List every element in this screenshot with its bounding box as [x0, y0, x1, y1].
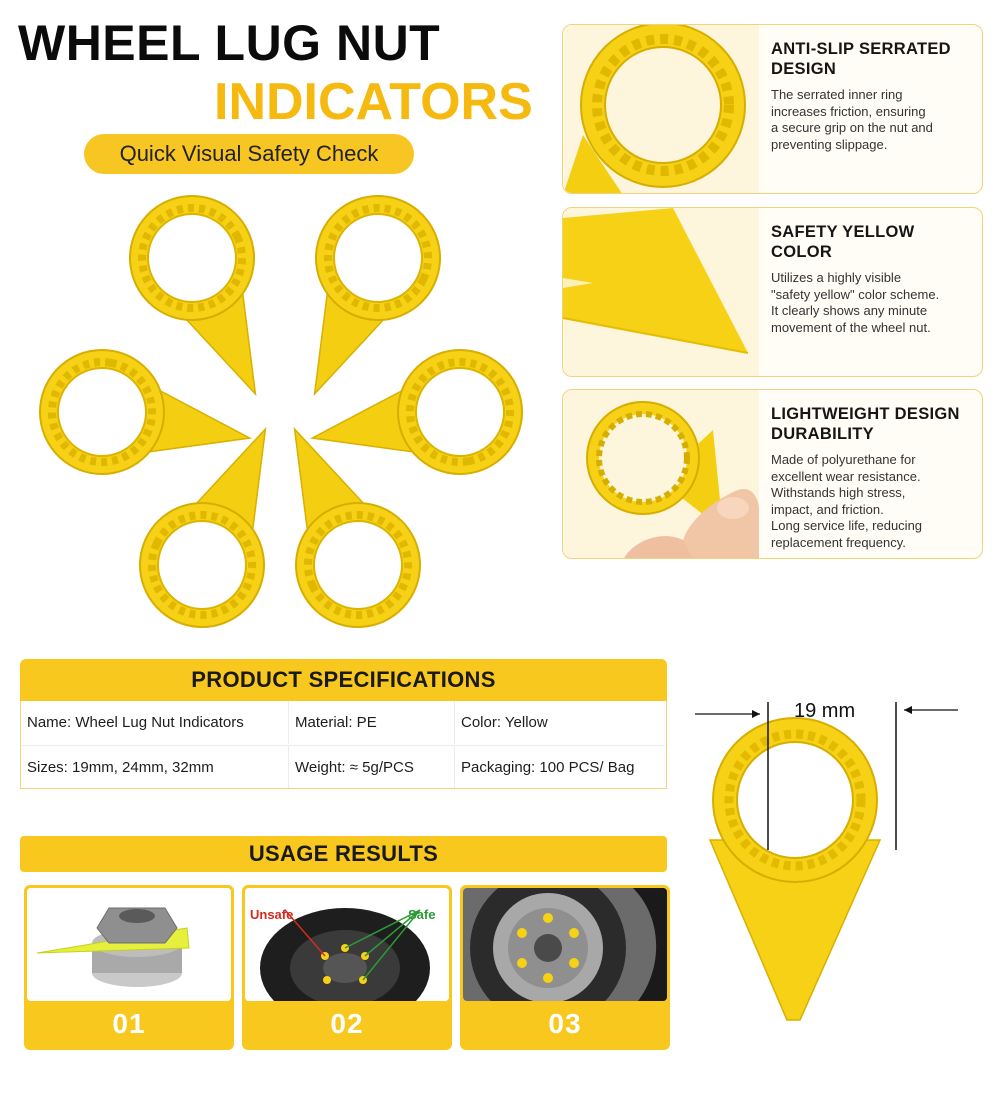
- usage-number: 02: [330, 1008, 364, 1039]
- feature-card-serrated: [562, 24, 983, 194]
- feature-title: ANTI-SLIP SERRATED DESIGN: [771, 40, 951, 78]
- feature-card-lightweight: [562, 389, 983, 559]
- specs-table: [20, 701, 667, 789]
- usage-heading: USAGE RESULTS: [248, 841, 439, 866]
- usage-tile-03: [460, 885, 670, 1050]
- hand-holding-indicator-photo: [563, 390, 759, 559]
- spec-cell-sizes: Sizes: 19mm, 24mm, 32mm: [21, 745, 289, 788]
- specs-heading: PRODUCT SPECIFICATIONS: [191, 667, 496, 692]
- unsafe-label: Unsafe: [250, 907, 294, 922]
- yellow-tail-photo: [563, 208, 759, 377]
- tagline-text: Quick Visual Safety Check: [119, 141, 379, 166]
- feature-title: SAFETY YELLOW COLOR: [771, 223, 915, 261]
- lug-nut-with-indicator-photo: [27, 888, 231, 1001]
- truck-wheel-photo: [463, 888, 667, 1001]
- spec-cell-material: Material: PE: [289, 701, 455, 744]
- product-cluster-illustration: [30, 190, 540, 650]
- spec-cell-name: Name: Wheel Lug Nut Indicators: [21, 701, 289, 744]
- usage-tile-02: [242, 885, 452, 1050]
- feature-body: The serrated inner ring increases friction, ensuring a secure grip on the nut and preventing slippage.: [771, 87, 933, 152]
- feature-body: Made of polyurethane for excellent wear resistance. Withstands high stress, impact, and friction. Long service life, reducing replacement frequency.: [771, 452, 923, 550]
- feature-title: LIGHTWEIGHT DESIGN DURABILITY: [771, 405, 960, 443]
- usage-heading-bar: [20, 836, 667, 872]
- feature-card-safety-yellow: [562, 207, 983, 377]
- dimension-label: 19 mm: [794, 700, 856, 722]
- page-title-line-2: INDICATORS: [214, 73, 533, 131]
- serrated-ring-photo: [563, 25, 759, 194]
- dimension-diagram: [690, 690, 970, 1030]
- spec-cell-packaging: Packaging: 100 PCS/ Bag: [455, 745, 665, 788]
- usage-tile-01: [24, 885, 234, 1050]
- tagline-pill: [84, 134, 414, 174]
- feature-body: Utilizes a highly visible "safety yellow" color scheme. It clearly shows any minute movement of the wheel nut.: [771, 270, 940, 335]
- wheel-unsafe-safe-diagram: [245, 888, 449, 1001]
- safe-label: Safe: [408, 907, 436, 922]
- usage-number: 01: [112, 1008, 146, 1039]
- page-title-line-1: WHEEL LUG NUT: [18, 15, 441, 71]
- specs-heading-bar: [20, 659, 667, 701]
- usage-number: 03: [548, 1008, 582, 1039]
- spec-cell-color: Color: Yellow: [461, 714, 548, 731]
- spec-cell-weight: Weight: ≈ 5g/PCS: [289, 745, 455, 788]
